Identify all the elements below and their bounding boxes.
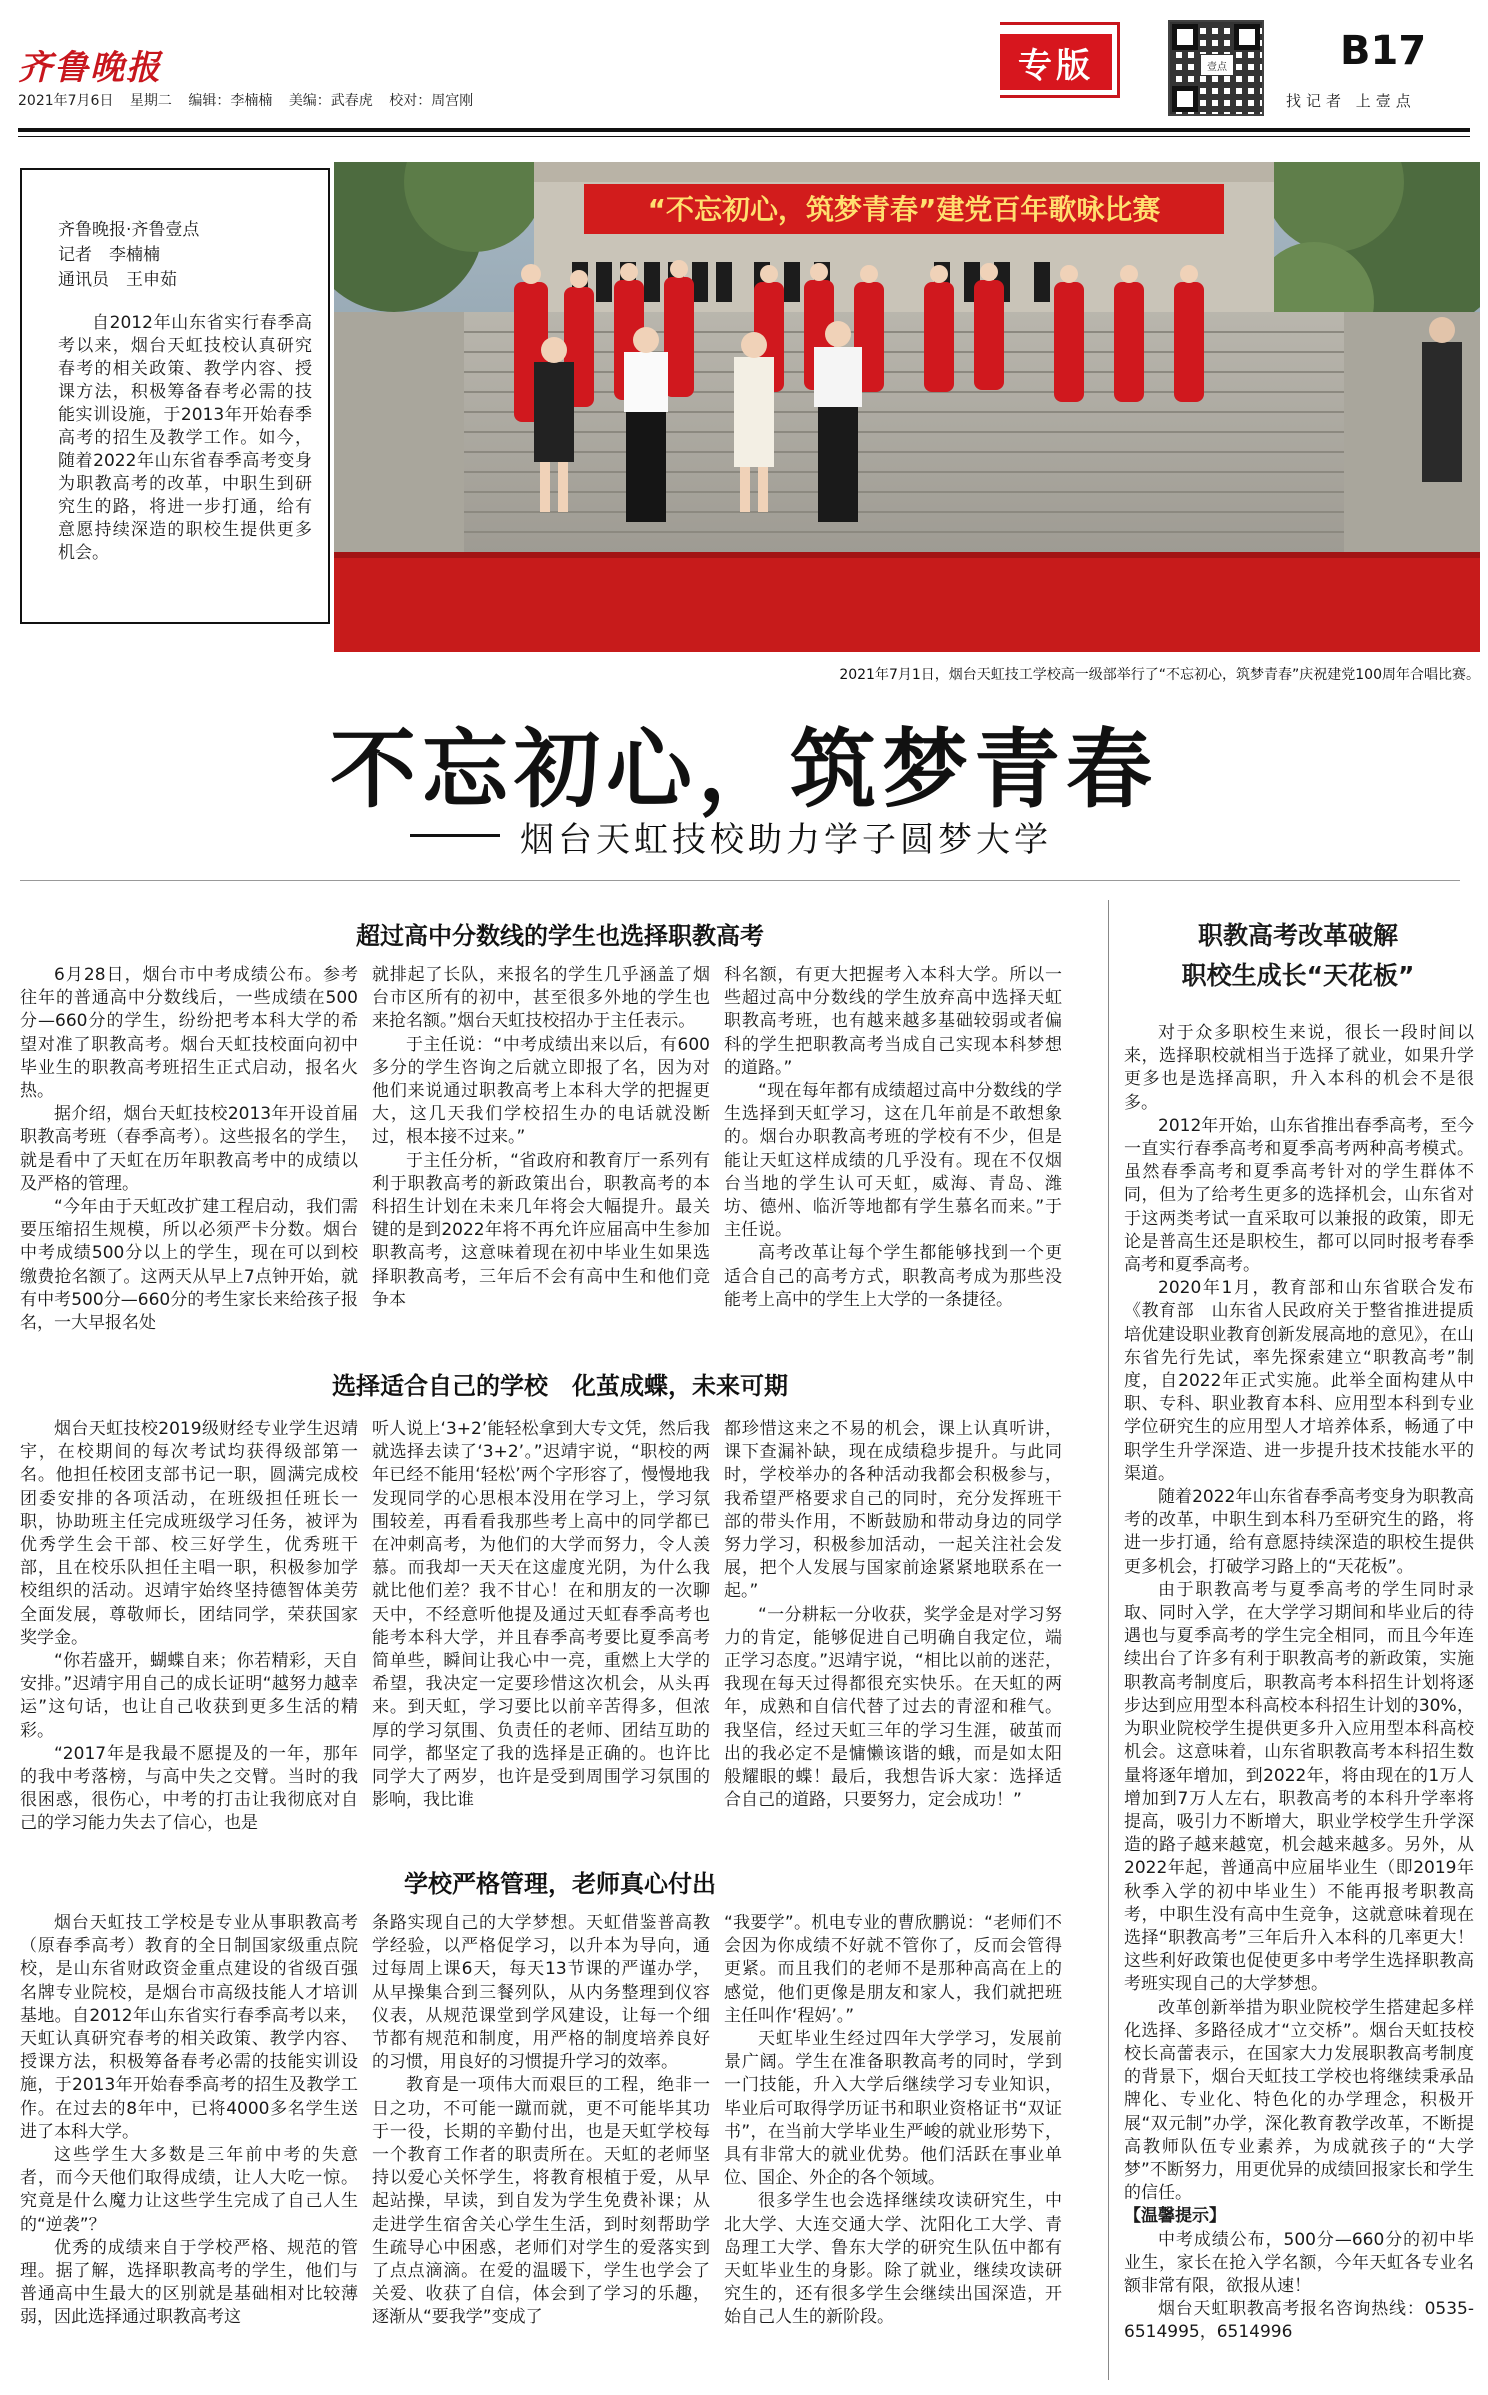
qr-corner-icon bbox=[1172, 86, 1198, 112]
sub-headline bbox=[410, 812, 1130, 860]
paragraph: 对于众多职校生来说，很长一段时间以来，选择职校就相当于选择了就业，如果升学更多也是选择高职，升入本科的机会不是很多。 bbox=[1124, 1023, 1474, 1113]
header-rule-thin bbox=[18, 136, 1470, 137]
paragraph: “我要学”。机电专业的曹欣鹏说：“老师们不会因为你成绩不好就不管你了，反而会管得更紧。而且我们的老师不是那种高高在上的感觉，他们更像是朋友和家人，我们就把班主任叫作‘程妈’。” bbox=[724, 1913, 1062, 2026]
newspaper-logo: 齐鲁晚报 bbox=[18, 48, 162, 88]
intro-lead: 自2012年山东省实行春季高考以来，烟台天虹技校认真研究春考的相关政策、教学内容、授课方法，积极筹备春考必需的技能实训设施，于2013年开始春季高考的招生及教学工作。如今，随着2022年山东省春季高考变身为职教高考的改革，中职生到研究生的路，将进一步打通，给有意愿持续深造的职校生提供更多机会。 bbox=[58, 313, 312, 563]
issue-weekday: 星期二 bbox=[129, 93, 172, 109]
paragraph: 2020年1月，教育部和山东省联合发布《教育部 山东省人民政府关于整省推进提质培优建设职业教育创新发展高地的意见》，在山东省先行先试，率先探索建立“职教高考”制度，自2022年正式实施。此举全面构建从中职、专科、职业教育本科、应用型本科到专业学位研究生的应用型人才培养体系，畅通了中职学生升学深造、进一步提升技术技能水平的渠道。 bbox=[1124, 1278, 1474, 1484]
paragraph: “你若盛开，蝴蝶自来；你若精彩，天自安排。”迟靖宇用自己的成长证明“越努力越幸运”这句话，也让自己收获到更多生活的精彩。 bbox=[20, 1651, 358, 1741]
paragraph: 烟台天虹技工学校是专业从事职教高考（原春季高考）教育的全日制国家级重点院校，是山东省财政资金重点建设的省级百强名牌专业院校，是烟台市高级技能人才培训基地。自2012年山东省实行春季高考以来，天虹认真研究春考的相关政策、教学内容、授课方法，积极筹备春考必需的技能实训设施，于2013年开始春季高考的招生及教学工作。在过去的8年中，已将4000多名学生送进了本科大学。 bbox=[20, 1913, 358, 2142]
paragraph: 改革创新举措为职业院校学生搭建起多样化选择、多路径成才“立交桥”。烟台天虹技校校长高蕾表示，在国家大力发展职教高考制度的背景下，烟台天虹技工学校也将继续秉承品牌化、专业化、特色化的办学理念，积极开展“双元制”办学，深化教育教学改革，不断提高教师队伍专业素养，为成就孩子的“大学梦”不断努力，用更优异的成绩回报家长和学生的信任。 bbox=[1124, 1997, 1474, 2204]
paragraph: “一分耕耘一分收获，奖学金是对学习努力的肯定，能够促进自己明确自我定位，端正学习态度。”迟靖宇说，“相比以前的迷茫，我现在每天过得都很充实快乐。在天虹的两年，成熟和自信代替了过去的青涩和稚气。我坚信，经过天虹三年的学习生涯，破茧而出的我必定不是慵懒该谐的蛾，而是如太阳般耀眼的蝶！最后，我想告诉大家：选择适合自己的道路，只要努力，定会成功！” bbox=[724, 1604, 1062, 1811]
photo-caption: 2021年7月1日，烟台天虹技工学校高一级部举行了“不忘初心，筑梦青春”庆祝建党100周年合唱比赛。 bbox=[839, 667, 1480, 683]
paragraph: 于主任分析，“省政府和教育厅一系列有利于职教高考的新政策出台，职教高考的本科招生计划在未来几年将会大幅提升。最关键的是到2022年将不再允许应届高中生参加职教高考，这意味着现在初中毕业生如果选择职教高考，三年后不会有高中生和他们竞争本 bbox=[372, 1150, 710, 1310]
paragraph: 教育是一项伟大而艰巨的工程，绝非一日之功，不可能一蹴而就，更不可能毕其功于一役，长期的辛勤付出，也是天虹学校每一个教育工作者的职责所在。天虹的老师坚持以爱心关怀学生，将教育根植于爱，从早起站操，早读，到自发为学生免费补课；从走进学生宿舍关心学生生活，到时刻帮助学生疏导心中困惑，老师们对学生的爱落实到了点点滴滴。在爱的温暖下，学生也学会了关爱、收获了自信，体会到了学习的乐趣，逐渐从“要我学”变成了 bbox=[372, 2075, 710, 2328]
main-headline: 不忘初心，筑梦青春 bbox=[330, 719, 1158, 820]
section-3-title: 学校严格管理，老师真心付出 bbox=[404, 1870, 716, 1898]
section-3-col-2 bbox=[372, 1912, 710, 2330]
byline-source: 齐鲁晚报·齐鲁壹点 bbox=[58, 220, 200, 240]
section-1-title: 超过高中分数线的学生也选择职教高考 bbox=[356, 922, 764, 950]
section-2-col-1 bbox=[20, 1418, 358, 1836]
paragraph: 于主任说：“中考成绩出来以后，有600多分的学生咨询之后就立即报了名，因为对他们来说通过职教高考上本科大学的把握更大，这几天我们学校招生办的电话就没断过，根本接不过来。” bbox=[372, 1034, 710, 1148]
paragraph: 条路实现自己的大学梦想。天虹借鉴普高教学经验，以严格促学习，以升本为导向，通过每周上课6天，每天13节课的严谨办学，从早操集合到三餐列队，从内务整理到仪容仪表，从规范课堂到学风建设，让每一个细节都有规范和制度，用严格的制度培养良好的习惯，用良好的习惯提升学习的效率。 bbox=[372, 1913, 710, 2073]
paragraph: 高考改革让每个学生都能够找到一个更适合自己的高考方式，职教高考成为那些没能考上高中的学生上大学的一条捷径。 bbox=[724, 1243, 1062, 1310]
paragraph: 听人说上‘3+2’能轻松拿到大专文凭，然后我就选择去读了‘3+2’。”迟靖宇说，“职校的两年已经不能用‘轻松’两个字形容了，慢慢地我发现同学的心思根本没用在学习上，学习氛围较差，再看看我那些考上高中的同学都已在冲刺高考，为他们的大学而努力，令人羡慕。而我却一天天在这虚度光阴，为什么我就比他们差？我不甘心！在和朋友的一次聊天中，不经意听他提及通过天虹春季高考也能考本科大学，并且春季高考要比夏季高考简单些，瞬间让我心中一亮，重燃上大学的希望，我决定一定要珍惜这次机会，从头再来。到天虹，学习要比以前辛苦得多，但浓厚的学习氛围、负责任的老师、团结互助的同学，都坚定了我的选择是正确的。也许比同学大了两岁，也许是受到周围学习氛围的影响，我比谁 bbox=[372, 1419, 710, 1811]
choir-photo-illustration bbox=[334, 162, 1480, 652]
qr-corner-icon bbox=[1234, 24, 1260, 50]
paragraph: 就排起了长队，来报名的学生几乎涵盖了烟台市区所有的初中，甚至很多外地的学生也来抢名额。”烟台天虹技校招办于主任表示。 bbox=[372, 965, 710, 1032]
header-rule bbox=[18, 128, 1470, 132]
subhead-dash bbox=[410, 834, 500, 837]
paragraph: “今年由于天虹改扩建工程启动，我们需要压缩招生规模，所以必须严卡分数。烟台中考成绩500分以上的学生，现在可以到校缴费抢名额了。这两天从早上7点钟开始，就有中考500分—660分的考生家长来给孩子报名，一大早报名处 bbox=[20, 1197, 358, 1334]
paragraph: 随着2022年山东省春季高考变身为职教高考的改革，中职生到本科乃至研究生的路，将进一步打通，给有意愿持续深造的职校生提供更多机会，打破学习路上的“天花板”。 bbox=[1124, 1487, 1474, 1577]
page-number: B17 bbox=[1340, 28, 1427, 74]
sidebar-title-line-2: 职校生成长“天花板” bbox=[1181, 961, 1415, 990]
sub-headline-text: 烟台天虹技校助力学子圆梦大学 bbox=[520, 820, 1052, 860]
section-3-col-1 bbox=[20, 1912, 358, 2330]
byline-reporter: 记者 李楠楠 bbox=[58, 245, 160, 265]
section-1-col-1 bbox=[20, 964, 358, 1335]
paragraph: 2012年开始，山东省推出春季高考，至今一直实行春季高考和夏季高考两种高考模式。虽然春季高考和夏季高考针对的学生群体不同，但为了给考生更多的选择机会，山东省对于这两类考试一直采取可以兼报的政策，即无论是普高生还是职校生，都可以同时报考春季高考和夏季高考。 bbox=[1124, 1115, 1474, 1276]
section-3-col-3 bbox=[724, 1912, 1062, 2330]
tip-hotline: 烟台天虹职教高考报名咨询热线：0535-6514995，6514996 bbox=[1124, 2299, 1474, 2343]
page-header bbox=[0, 0, 1488, 140]
sidebar-title-line-1: 职教高考改革破解 bbox=[1197, 921, 1398, 950]
tip-title: 【温馨提示】 bbox=[1124, 2206, 1226, 2227]
paragraph: 科名额，有更大把握考入本科大学。所以一些超过高中分数线的学生放弃高中选择天虹职教高考班，也有越来越多基础较弱或者偏科的学生把职教高考当成自己实现本科梦想的道路。” bbox=[724, 965, 1062, 1078]
paragraph: “2017年是我最不愿提及的一年，那年的我中考落榜，与高中失之交臂。当时的我很困惑，很伤心，中考的打击让我彻底对自己的学习能力失去了信心，也是 bbox=[20, 1743, 358, 1834]
qr-label: 壹点 bbox=[1200, 54, 1234, 76]
event-photo bbox=[334, 162, 1480, 652]
section-label: 专版 bbox=[1000, 34, 1112, 90]
paragraph: “现在每年都有成绩超过高中分数线的学生选择到天虹学习，这在几年前是不敢想象的。烟台办职教高考班的学校有不少，但是能让天虹这样成绩的几乎没有。现在不仅烟台当地的学生认可天虹，威海、青岛、潍坊、德州、临沂等地都有学生慕名而来。”于主任说。 bbox=[724, 1081, 1062, 1241]
sidebar-title bbox=[1112, 916, 1484, 996]
section-1-col-2 bbox=[372, 964, 710, 1312]
slogan: 找记者 上壹点 bbox=[1286, 92, 1416, 110]
paragraph: 天虹毕业生经过四年大学学习，发展前景广阔。学生在准备职教高考的同时，学到一门技能，升入大学后继续学习专业知识，毕业后可取得学历证书和职业资格证书“双证书”，在当前大学毕业生严峻的就业形势下，具有非常大的就业优势。他们活跃在事业单位、国企、外企的各个领域。 bbox=[724, 2029, 1062, 2189]
headline-rule bbox=[20, 880, 1460, 881]
paragraph: 很多学生也会选择继续攻读研究生，中北大学、大连交通大学、沈阳化工大学、青岛理工大学、鲁东大学的研究生队伍中都有天虹毕业生的身影。除了就业，继续攻读研究生的，还有很多学生会继续出国深造，开始自己人生的新阶段。 bbox=[724, 2191, 1062, 2328]
column-divider bbox=[1108, 900, 1109, 2380]
issue-meta bbox=[18, 90, 485, 110]
issue-date: 2021年7月6日 bbox=[18, 93, 114, 109]
editor-credit: 编辑：李楠楠 bbox=[188, 93, 273, 109]
tip-paragraph: 中考成绩公布，500分—660分的初中毕业生，家长在抢入学名额，今年天虹各专业名额非常有限，欲报从速！ bbox=[1124, 2229, 1474, 2296]
section-2-title: 选择适合自己的学校 化茧成蝶，未来可期 bbox=[332, 1372, 788, 1400]
paragraph: 据介绍，烟台天虹技校2013年开设首届职教高考班（春季高考）。这些报名的学生，就是看中了天虹在历年职教高考中的成绩以及严格的管理。 bbox=[20, 1104, 358, 1194]
section-1-col-3 bbox=[724, 964, 1062, 1312]
designer-credit: 美编：武春虎 bbox=[288, 93, 373, 109]
byline-correspondent: 通讯员 王申茹 bbox=[58, 270, 177, 290]
paragraph: 都珍惜这来之不易的机会，课上认真听讲，课下查漏补缺，现在成绩稳步提升。与此同时，学校举办的各种活动我都会积极参与，我希望严格要求自己的同时，充分发挥班干部的带头作用，不断鼓励和带动身边的同学努力学习，积极参加活动，一起关注社会发展，把个人发展与国家前途紧紧地联系在一起。” bbox=[724, 1419, 1062, 1602]
paragraph: 由于职教高考与夏季高考的学生同时录取、同时入学，在大学学习期间和毕业后的待遇也与夏季高考的学生完全相同，而且今年连续出台了许多有利于职教高考的新政策，实施职教高考制度后，职教高考本科招生计划将逐步达到应用型本科高校本科招生计划的30%，为职业院校学生提供更多升入应用型本科高校机会。这意味着，山东省职教高考本科招生数量将逐年增加，到2022年，将由现在的1万人增加到7万人左右，职教高考的本科升学率将提高，吸引力不断增大，职业学校学生升学深造的路子越来越宽，机会越来越多。另外，从2022年起，普通高中应届毕业生（即2019年秋季入学的初中毕业生）不能再报考职教高考，中职生没有高中生竞争，这就意味着现在选择“职教高考”三年后升入本科的几率更大！这些利好政策也促使更多中考学生选择职教高考班实现自己的大学梦想。 bbox=[1124, 1579, 1474, 1995]
paragraph: 优秀的成绩来自于学校严格、规范的管理。据了解，选择职教高考的学生，他们与普通高中生最大的区别就是基础相对比较薄弱，因此选择通过职教高考这 bbox=[20, 2237, 358, 2328]
qr-corner-icon bbox=[1172, 24, 1198, 50]
proof-credit: 校对：周宫刚 bbox=[389, 93, 474, 109]
paragraph: 烟台天虹技校2019级财经专业学生迟靖宇，在校期间的每次考试均获得级部第一名。他担任校团支部书记一职，圆满完成校团委安排的各项活动，在班级担任班长一职，协助班主任完成班级学习任务，被评为优秀学生会干部、校三好学生，优秀班干部，且在校乐队担任主唱一职，积极参加学校组织的活动。迟靖宇始终坚持德智体美劳全面发展，尊敬师长，团结同学，荣获国家奖学金。 bbox=[20, 1419, 358, 1648]
stage-banner-text: “不忘初心，筑梦青春”建党百年歌咏比赛 bbox=[647, 193, 1161, 226]
paragraph: 6月28日，烟台市中考成绩公布。参考往年的普通高中分数线后，一些成绩在500分—660分的学生，纷纷把考本科大学的希望对准了职教高考。烟台天虹技校面向初中毕业生的职教高考班招生正式启动，报名火热。 bbox=[20, 965, 358, 1102]
section-2-col-2 bbox=[372, 1418, 710, 1812]
sidebar-body bbox=[1124, 1022, 1474, 2345]
paragraph: 这些学生大多数是三年前中考的失意者，而今天他们取得成绩，让人大吃一惊。究竟是什么魔力让这些学生完成了自己人生的“逆袭”？ bbox=[20, 2145, 358, 2235]
section-2-col-3 bbox=[724, 1418, 1062, 1812]
byline bbox=[58, 218, 199, 293]
